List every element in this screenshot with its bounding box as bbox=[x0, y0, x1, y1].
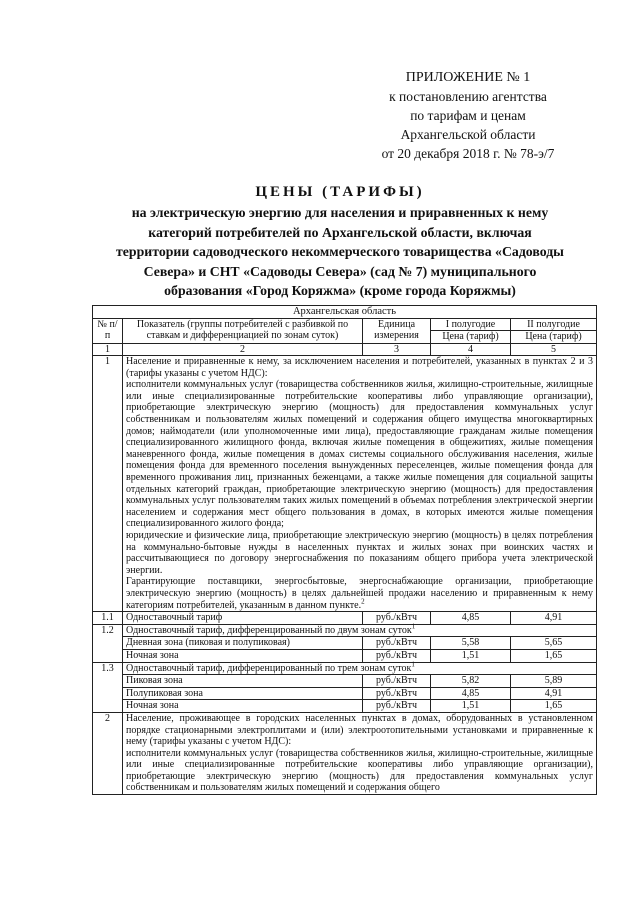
table-region: Архангельская область bbox=[93, 306, 597, 319]
price-half2: 1,65 bbox=[511, 700, 597, 713]
footnote-mark: 1 bbox=[411, 660, 415, 669]
title-line: категорий потребителей по Архангельской области, включая bbox=[148, 224, 532, 240]
header-half2: II полугодие bbox=[511, 318, 597, 331]
row-num: 1 bbox=[93, 356, 123, 612]
title-line: Севера» и СНТ «Садоводы Севера» (сад № 7) муниципального bbox=[143, 263, 537, 279]
appendix-line: Архангельской области bbox=[400, 127, 536, 142]
column-number: 2 bbox=[123, 343, 363, 356]
desc-paragraph: Гарантирующие поставщики, энергосбытовые, энергоснабжающие организации, приобретающие электрическую энергию (мощность) в целях дальнейшей продажи населению и приравненным к нему категориям потребителей, указанным в данном пункте.$^2$ bbox=[126, 576, 593, 611]
tariff-table bbox=[92, 305, 597, 795]
appendix-line: по тарифам и ценам bbox=[410, 108, 526, 123]
table-row bbox=[93, 637, 597, 650]
price-half1: 5,82 bbox=[431, 675, 511, 688]
row-num: 1.3 bbox=[93, 662, 123, 712]
row-unit: руб./кВтч bbox=[363, 637, 431, 650]
row-unit: руб./кВтч bbox=[363, 700, 431, 713]
title-main: ЦЕНЫ (ТАРИФЫ) bbox=[255, 184, 425, 200]
row-label: Одноставочный тариф, дифференцированный по двум зонам суток$^1$ bbox=[123, 624, 597, 637]
desc-paragraph: исполнители коммунальных услуг (товарищества собственников жилья, жилищно-строительные, жилищные или иные специализированные потребительские кооперативы либо управляющие организации), приобретающие электрическую энергию (мощность) для предоставления коммунальных услуг собственникам и пользователям жилых помещений и содержания общего имущества многоквартирных домов; наймодатели (или уполномоченные ими лица), предоставляющие гражданам жилые помещения специализированного жилищного фонда, включая жилые помещения в общежитиях, жилые помещения маневренного фонда, жилые помещения в домах системы социального обслуживания населения, жилые помещения фонда для временного поселения вынужденных переселенцев, жилые помещения фонда для временного проживания лиц, признанных беженцами, а также жилые помещения для социальной защиты отдельных категорий граждан, приобретающие электрическую энергию (мощность) для предоставления коммунальных услуг пользователям таких жилых помещений в объемах потребления электрической энергии населением и содержания мест общего пользования в домах, в которых имеются жилые помещения специализированного жилого фонда; bbox=[126, 379, 593, 530]
zone-label: Ночная зона bbox=[123, 700, 363, 713]
desc-paragraph: Население и приравненные к нему, за исключением населения и потребителей, указанных в пунктах 2 и 3 (тарифы указаны с учетом НДС): bbox=[126, 356, 593, 379]
table-row bbox=[93, 675, 597, 688]
row-description bbox=[123, 712, 597, 794]
row-num: 1.2 bbox=[93, 624, 123, 662]
zone-label: Дневная зона (пиковая и полупиковая) bbox=[123, 637, 363, 650]
row-label: Одноставочный тариф, дифференцированный по трем зонам суток$^1$ bbox=[123, 662, 597, 675]
appendix-line: к постановлению агентства bbox=[389, 89, 547, 104]
column-number: 4 bbox=[431, 343, 511, 356]
row-unit: руб./кВтч bbox=[363, 612, 431, 625]
price-half2: 5,89 bbox=[511, 675, 597, 688]
zone-label: Пиковая зона bbox=[123, 675, 363, 688]
header-half1: I полугодие bbox=[431, 318, 511, 331]
header-unit: Единица измерения bbox=[363, 318, 431, 343]
title-line: образования «Город Коряжма» (кроме города Коряжмы) bbox=[164, 283, 516, 299]
column-number: 5 bbox=[511, 343, 597, 356]
row-num: 2 bbox=[93, 712, 123, 794]
table-row bbox=[93, 662, 597, 675]
row-unit: руб./кВтч bbox=[363, 675, 431, 688]
desc-paragraph: юридические и физические лица, приобретающие электрическую энергию (мощность) в целях потребления на коммунально-бытовые нужды в населенных пунктах и жилых зонах при воинских частях и рассчитывающиеся по договору энергоснабжения по показаниям общего прибора учета электрической энергии. bbox=[126, 530, 593, 576]
appendix-date: от 20 декабря 2018 г. № 78-э/7 bbox=[381, 146, 555, 161]
title-line: на электрическую энергию для населения и приравненных к нему bbox=[131, 205, 549, 220]
table-row bbox=[93, 700, 597, 713]
header-price2: Цена (тариф) bbox=[511, 331, 597, 344]
desc-paragraph: исполнители коммунальных услуг (товарищества собственников жилья, жилищно-строительные, жилищные или иные специализированные потребительские кооперативы либо управляющие организации), приобретающие электрическую энергию (мощность) для предоставления коммунальных услуг собственникам и пользователям жилых помещений и содержания общего bbox=[126, 747, 593, 794]
header-indicator: Показатель (группы потребителей с разбивкой по ставкам и дифференциацией по зонам суток) bbox=[123, 318, 363, 343]
price-half1: 5,58 bbox=[431, 637, 511, 650]
price-half2: 5,65 bbox=[511, 637, 597, 650]
appendix-header bbox=[338, 68, 598, 163]
table-row bbox=[93, 712, 597, 794]
column-number: 1 bbox=[93, 343, 123, 356]
table-row bbox=[93, 356, 597, 612]
document-title bbox=[95, 181, 585, 301]
table-row bbox=[93, 624, 597, 637]
header-price1: Цена (тариф) bbox=[431, 331, 511, 344]
table-row bbox=[93, 687, 597, 700]
zone-label: Ночная зона bbox=[123, 649, 363, 662]
column-number: 3 bbox=[363, 343, 431, 356]
price-half1: 1,51 bbox=[431, 700, 511, 713]
row-unit: руб./кВтч bbox=[363, 687, 431, 700]
price-half2: 4,91 bbox=[511, 612, 597, 625]
header-num: № п/п bbox=[93, 318, 123, 343]
row-label: Одноставочный тариф bbox=[123, 612, 363, 625]
appendix-number: ПРИЛОЖЕНИЕ № 1 bbox=[405, 70, 531, 85]
table-row bbox=[93, 649, 597, 662]
price-half2: 4,91 bbox=[511, 687, 597, 700]
title-line: территории садоводческого некоммерческого товарищества «Садоводы bbox=[116, 244, 564, 260]
row-description bbox=[123, 356, 597, 612]
price-half1: 4,85 bbox=[431, 687, 511, 700]
footnote-mark: 1 bbox=[411, 622, 416, 631]
table-row bbox=[93, 612, 597, 625]
price-half1: 4,85 bbox=[431, 612, 511, 625]
zone-label: Полупиковая зона bbox=[123, 687, 363, 700]
price-half2: 1,65 bbox=[511, 649, 597, 662]
footnote-mark: 2 bbox=[361, 597, 365, 606]
row-num: 1.1 bbox=[93, 612, 123, 625]
row-unit: руб./кВтч bbox=[363, 649, 431, 662]
desc-paragraph: Население, проживающее в городских населенных пунктах в домах, оборудованных в установленном порядке стационарными электроплитами и (или) электроотопительными установками и приравненные к нему (тарифы указаны с учетом НДС): bbox=[126, 712, 593, 748]
price-half1: 1,51 bbox=[431, 649, 511, 662]
